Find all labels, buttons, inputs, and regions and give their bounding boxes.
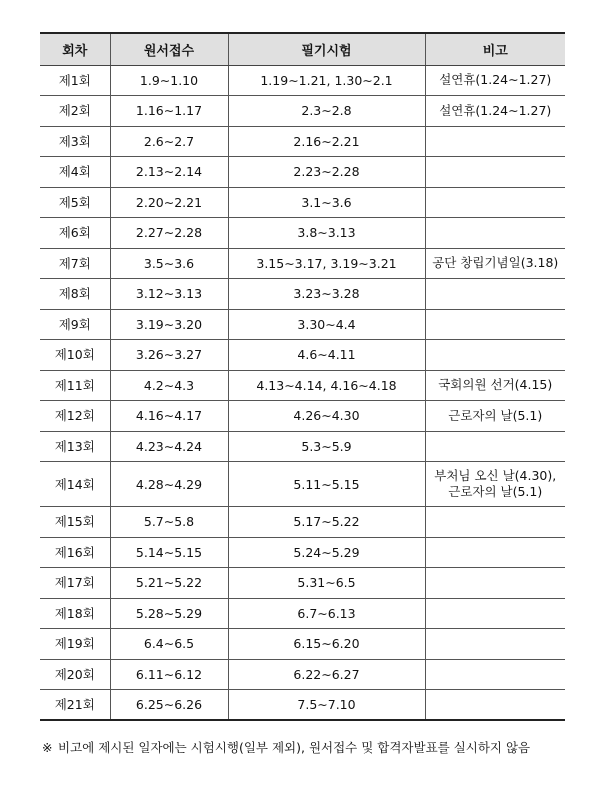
exam-period-cell: 6.15∼6.20 bbox=[228, 629, 425, 660]
round-cell: 제8회 bbox=[40, 279, 110, 310]
table-row bbox=[40, 218, 565, 249]
exam-period-cell: 2.23∼2.28 bbox=[228, 157, 425, 188]
exam-period-cell: 1.19∼1.21, 1.30∼2.1 bbox=[228, 65, 425, 96]
table-row bbox=[40, 187, 565, 218]
table-row bbox=[40, 598, 565, 629]
round-cell: 제7회 bbox=[40, 248, 110, 279]
application-period-cell: 1.9∼1.10 bbox=[110, 65, 228, 96]
round-cell: 제1회 bbox=[40, 65, 110, 96]
table-row bbox=[40, 431, 565, 462]
table-row bbox=[40, 462, 565, 507]
application-period-cell: 4.16∼4.17 bbox=[110, 401, 228, 432]
note-cell: 부처님 오신 날(4.30), 근로자의 날(5.1) bbox=[425, 462, 565, 507]
exam-period-cell: 7.5∼7.10 bbox=[228, 690, 425, 721]
application-period-cell: 5.7∼5.8 bbox=[110, 507, 228, 538]
note-cell bbox=[425, 431, 565, 462]
note-cell bbox=[425, 537, 565, 568]
note-cell bbox=[425, 309, 565, 340]
round-cell: 제12회 bbox=[40, 401, 110, 432]
application-period-cell: 6.4∼6.5 bbox=[110, 629, 228, 660]
application-period-cell: 3.26∼3.27 bbox=[110, 340, 228, 371]
note-cell bbox=[425, 629, 565, 660]
table-row bbox=[40, 690, 565, 721]
round-cell: 제6회 bbox=[40, 218, 110, 249]
application-period-cell: 5.14∼5.15 bbox=[110, 537, 228, 568]
application-period-cell: 2.27∼2.28 bbox=[110, 218, 228, 249]
exam-period-cell: 2.16∼2.21 bbox=[228, 126, 425, 157]
round-cell: 제10회 bbox=[40, 340, 110, 371]
table-row bbox=[40, 507, 565, 538]
note-cell bbox=[425, 187, 565, 218]
application-period-cell: 1.16∼1.17 bbox=[110, 96, 228, 127]
header-note: 비고 bbox=[425, 33, 565, 65]
round-cell: 제15회 bbox=[40, 507, 110, 538]
application-period-cell: 4.2∼4.3 bbox=[110, 370, 228, 401]
note-cell bbox=[425, 659, 565, 690]
table-row bbox=[40, 157, 565, 188]
exam-period-cell: 6.7∼6.13 bbox=[228, 598, 425, 629]
round-cell: 제14회 bbox=[40, 462, 110, 507]
exam-period-cell: 4.6∼4.11 bbox=[228, 340, 425, 371]
exam-period-cell: 3.1∼3.6 bbox=[228, 187, 425, 218]
round-cell: 제4회 bbox=[40, 157, 110, 188]
note-cell bbox=[425, 568, 565, 599]
application-period-cell: 3.12∼3.13 bbox=[110, 279, 228, 310]
note-cell: 설연휴(1.24∼1.27) bbox=[425, 65, 565, 96]
round-cell: 제17회 bbox=[40, 568, 110, 599]
reference-mark-icon: ※ bbox=[42, 740, 53, 755]
note-cell bbox=[425, 157, 565, 188]
exam-period-cell: 3.30∼4.4 bbox=[228, 309, 425, 340]
application-period-cell: 6.11∼6.12 bbox=[110, 659, 228, 690]
exam-period-cell: 3.8∼3.13 bbox=[228, 218, 425, 249]
header-application: 원서접수 bbox=[110, 33, 228, 65]
exam-period-cell: 4.13∼4.14, 4.16∼4.18 bbox=[228, 370, 425, 401]
round-cell: 제2회 bbox=[40, 96, 110, 127]
exam-period-cell: 5.17∼5.22 bbox=[228, 507, 425, 538]
application-period-cell: 4.23∼4.24 bbox=[110, 431, 228, 462]
note-cell: 공단 창립기념일(3.18) bbox=[425, 248, 565, 279]
note-cell bbox=[425, 340, 565, 371]
round-cell: 제3회 bbox=[40, 126, 110, 157]
exam-period-cell: 6.22∼6.27 bbox=[228, 659, 425, 690]
header-exam: 필기시험 bbox=[228, 33, 425, 65]
exam-schedule-table bbox=[40, 32, 565, 721]
schedule-sheet bbox=[40, 32, 565, 721]
note-cell: 국회의원 선거(4.15) bbox=[425, 370, 565, 401]
footnote bbox=[42, 736, 562, 759]
round-cell: 제20회 bbox=[40, 659, 110, 690]
round-cell: 제11회 bbox=[40, 370, 110, 401]
application-period-cell: 2.6∼2.7 bbox=[110, 126, 228, 157]
application-period-cell: 2.20∼2.21 bbox=[110, 187, 228, 218]
application-period-cell: 3.5∼3.6 bbox=[110, 248, 228, 279]
application-period-cell: 2.13∼2.14 bbox=[110, 157, 228, 188]
round-cell: 제19회 bbox=[40, 629, 110, 660]
table-row bbox=[40, 65, 565, 96]
table-header bbox=[40, 33, 565, 65]
table-row bbox=[40, 309, 565, 340]
exam-period-cell: 5.11∼5.15 bbox=[228, 462, 425, 507]
table-row bbox=[40, 537, 565, 568]
application-period-cell: 3.19∼3.20 bbox=[110, 309, 228, 340]
application-period-cell: 5.28∼5.29 bbox=[110, 598, 228, 629]
exam-period-cell: 3.15∼3.17, 3.19∼3.21 bbox=[228, 248, 425, 279]
exam-period-cell: 3.23∼3.28 bbox=[228, 279, 425, 310]
table-row bbox=[40, 248, 565, 279]
table-row bbox=[40, 96, 565, 127]
table-row bbox=[40, 659, 565, 690]
header-row bbox=[40, 33, 565, 65]
application-period-cell: 5.21∼5.22 bbox=[110, 568, 228, 599]
table-row bbox=[40, 279, 565, 310]
application-period-cell: 4.28∼4.29 bbox=[110, 462, 228, 507]
table-row bbox=[40, 340, 565, 371]
round-cell: 제5회 bbox=[40, 187, 110, 218]
note-cell: 설연휴(1.24∼1.27) bbox=[425, 96, 565, 127]
note-cell bbox=[425, 690, 565, 721]
exam-period-cell: 2.3∼2.8 bbox=[228, 96, 425, 127]
note-cell: 근로자의 날(5.1) bbox=[425, 401, 565, 432]
table-row bbox=[40, 401, 565, 432]
round-cell: 제21회 bbox=[40, 690, 110, 721]
table-body bbox=[40, 65, 565, 720]
round-cell: 제16회 bbox=[40, 537, 110, 568]
table-row bbox=[40, 629, 565, 660]
note-cell bbox=[425, 279, 565, 310]
exam-period-cell: 5.24∼5.29 bbox=[228, 537, 425, 568]
note-cell bbox=[425, 218, 565, 249]
footnote-text: 비고에 제시된 일자에는 시험시행(일부 제외), 원서접수 및 합격자발표를 실시하지 않음 bbox=[58, 740, 531, 755]
note-cell bbox=[425, 598, 565, 629]
note-cell bbox=[425, 507, 565, 538]
application-period-cell: 6.25∼6.26 bbox=[110, 690, 228, 721]
table-row bbox=[40, 568, 565, 599]
round-cell: 제9회 bbox=[40, 309, 110, 340]
round-cell: 제18회 bbox=[40, 598, 110, 629]
note-cell bbox=[425, 126, 565, 157]
exam-period-cell: 5.31∼6.5 bbox=[228, 568, 425, 599]
table-row bbox=[40, 126, 565, 157]
header-round: 회차 bbox=[40, 33, 110, 65]
exam-period-cell: 5.3∼5.9 bbox=[228, 431, 425, 462]
round-cell: 제13회 bbox=[40, 431, 110, 462]
table-row bbox=[40, 370, 565, 401]
exam-period-cell: 4.26∼4.30 bbox=[228, 401, 425, 432]
